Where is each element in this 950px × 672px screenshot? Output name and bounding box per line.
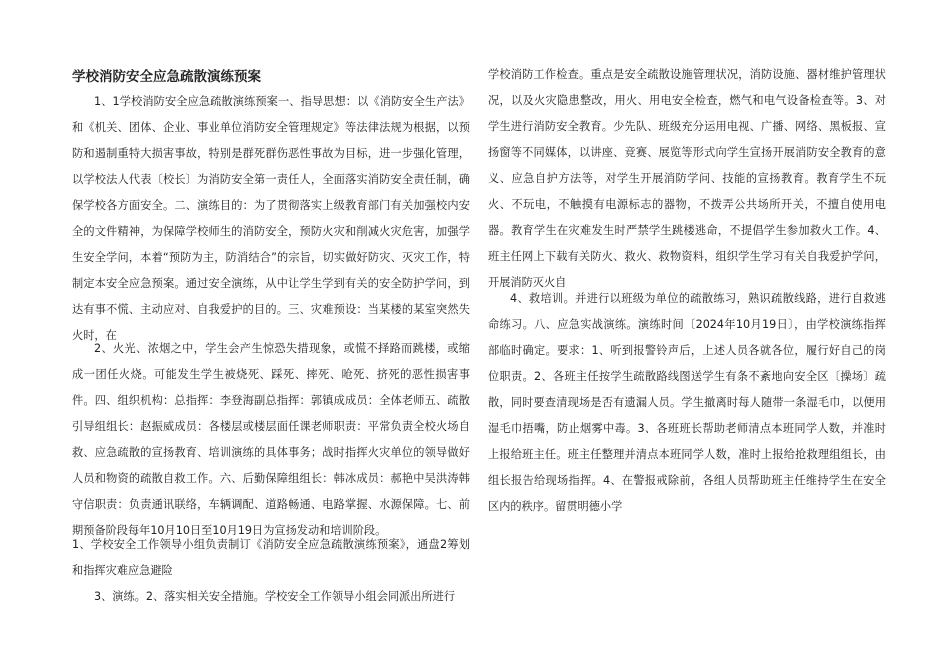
paragraph-drill: 3、演练。2、落实相关安全措施。学校安全工作领导小组会同派出所进行 xyxy=(94,590,456,603)
document-title: 学校消防安全应急疏散演练预案 xyxy=(72,69,261,85)
paragraph-guiding-thought: 1、1学校消防安全应急疏散演练预案一、指导思想：以《消防安全生产法》和《机关、团体、企业、事业单位消防安全管理规定》等法律法规为根据，以预防和遏制重特大损害事故，特别是群死群伤恶性事故为目标，进一步强化管理，以学校法人代表〔校长〕为消防安全第一责任人，全面落实消防安全责任制，确保学校各方面安全。二、演练目的：为了贯彻落实上级教育部门有关加强校内安全的文件精神，为保障学校师生的消防安全，预防火灾和削减火灾危害，加强学生安全学问，本着“预防为主，防消结合”的宗旨，切实做好防灾、灭灾工作，特制定本安全应急预案。通过安全演练，从中让学生学到有关的安全防护学问，到达有事不慌、主动应对、自我爱护的目的。三、灾难预设：当某楼的某室突然失火时，在 xyxy=(72,95,470,342)
paragraph-fire-check: 学校消防工作检查。重点是安全疏散设施管理状况，消防设施、器材维护管理状况，以及火灾隐患整改，用火、用电安全检查，燃气和电气设备检查等。3、对学生进行消防安全教育。少先队、班级充分运用电视、广播、网络、黑板报、宣扬窗等不同媒体，以讲座、竞赛、展览等形式向学生宣扬开展消防安全教育的意义、应急自护方法等，对学生开展消防学问、技能的宣扬教育。教育学生不玩火、不玩电，不触摸有电源标志的器物，不拨弄公共场所开关，不擅自使用电器。教育学生在灾难发生时严禁学生跳楼逃命，不提倡学生参加救火工作。4、班主任网上下载有关防火、救火、救物资料，组织学生学习有关自我爱护学问，开展消防灭火自 xyxy=(488,68,886,289)
paragraph-evacuation-drill: 4、救培训。并进行以班级为单位的疏散练习，熟识疏散线路，进行自救逃命练习。八、应急实战演练。演练时间〔2024年10月19日〕，由学校演练指挥部临时确定。要求：1、听到报警铃声后，上述人员各就各位，履行好自己的岗位职责。2、各班主任按学生疏散路线图送学生有条不紊地向安全区〔操场〕疏散，同时要查清现场是否有遗漏人员。学生撤离时每人随带一条湿毛巾，以便用湿毛巾捂嘴，防止烟雾中毒。3、各班班长帮助老师清点本班同学人数，并准时上报给班主任。班主任整理并清点本班同学人数，准时上报给抢救理组组长，由组长报告给现场指挥。4、在警报戒除前，各组人员帮助班主任维持学生在安全区内的秩序。留贯明德小学 xyxy=(488,292,886,513)
paragraph-preparation: 1、学校安全工作领导小组负责制订《消防安全应急疏散演练预案》，通盘2筹划和指挥灾难应急避险 xyxy=(72,538,470,577)
paragraph-organization: 2、火光、浓烟之中，学生会产生惊恐失措现象，或慌不择路而跳楼，或缩成一团任火烧。可能发生学生被烧死、踩死、摔死、呛死、挤死的恶性损害事件。四、组织机构：总指挥：李登海副总指挥：郭镇成成员：全体老师五、疏散引导组组长：赵振威成员：各楼层或楼层面任课老师职责：平常负责全校火场自救、应急疏散的宣扬教育、培训演练的具体事务；战时指挥火灾单位的领导做好人员和物资的疏散自救工作。六、后勤保障组组长：韩冰成员：郝艳中吴洪涛韩守信职责：负责通讯联络，车辆调配、道路畅通、电路掌握、水源保障。七、前期预备阶段每年10月10日至10月19日为宣扬发动和培训阶段。 xyxy=(72,342,470,537)
